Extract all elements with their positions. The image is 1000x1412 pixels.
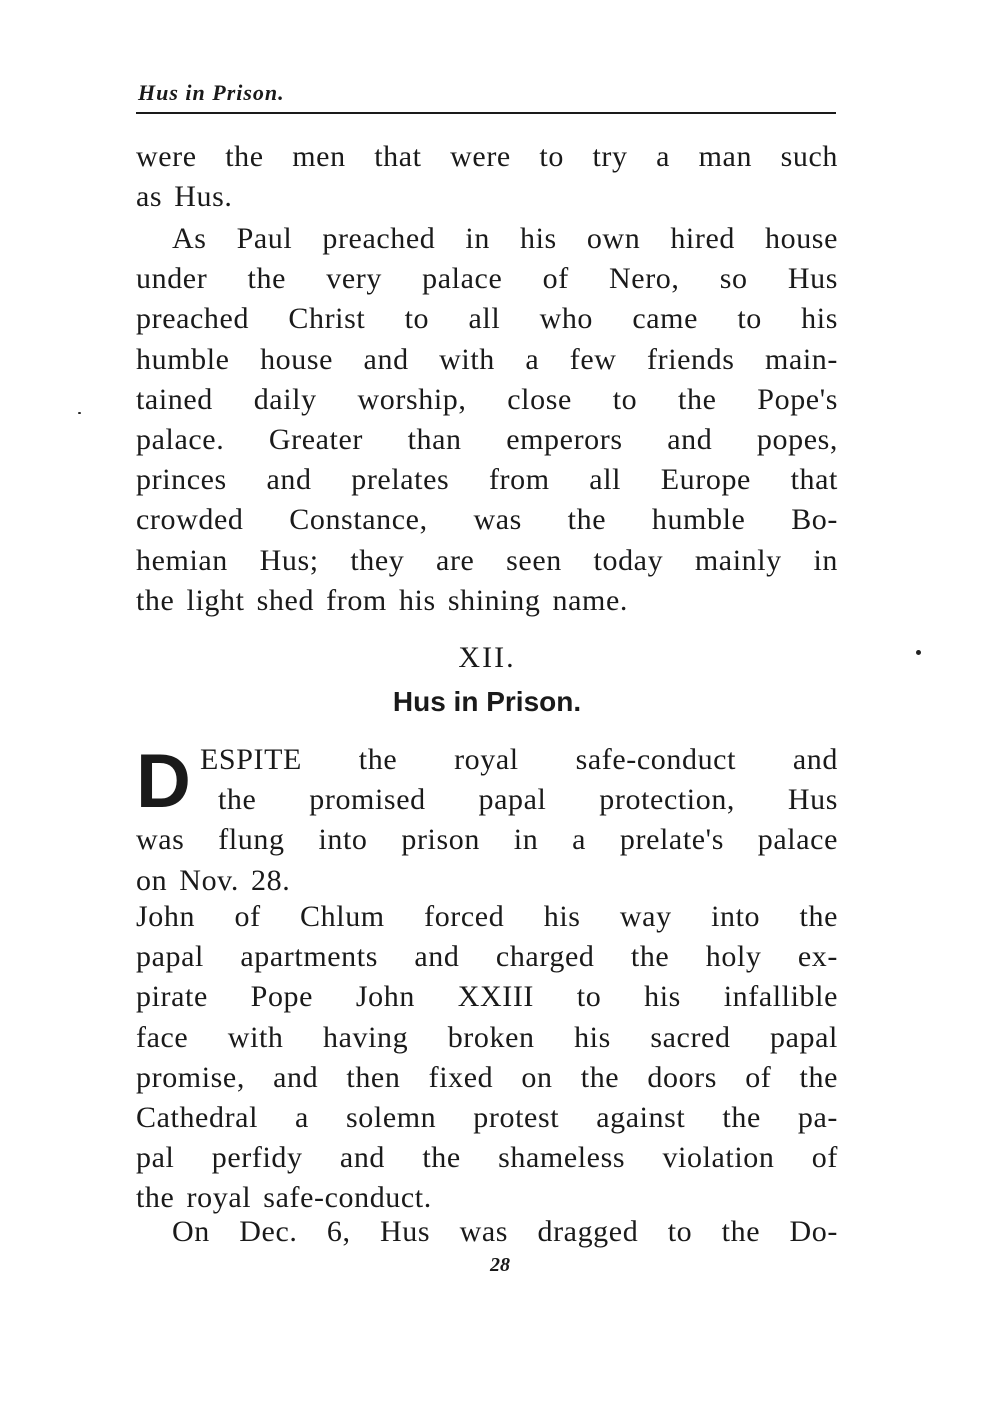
text-line: hemian Hus; they are seen today mainly in [136,543,838,577]
text-line: the promised papal protection, Hus [218,783,838,817]
text-line: the light shed from his shining name. [136,583,628,617]
text-line: pirate Pope John XXIII to his infallible [136,980,838,1014]
text-line: papal apartments and charged the holy ex- [136,940,838,974]
text-line: crowded Constance, was the humble Bo- [136,503,838,537]
running-head: Hus in Prison. [138,80,285,105]
paragraph-continuation [136,137,838,217]
text-line: as Hus. [136,180,233,214]
text-line: were the men that were to try a man such [136,140,838,173]
text-line: As Paul preached in his own hired house [172,222,838,255]
print-speck [78,412,81,414]
header-rule [136,112,836,114]
text-line: face with having broken his sacred papal [136,1020,838,1054]
paragraph-despite [136,740,838,901]
paragraph-dec6 [136,1212,838,1252]
print-speck [916,650,921,655]
chapter-title: Hus in Prison. [392,686,582,717]
text-line: preached Christ to all who came to his [136,302,838,336]
text-line: On Dec. 6, Hus was dragged to the Do- [172,1215,838,1248]
text-line: ESPITE the royal safe-conduct and [200,743,838,776]
text-line: was flung into prison in a prelate's palace [136,823,838,857]
paragraph-chlum [136,897,838,1219]
text-line: tained daily worship, close to the Pope's [136,382,838,416]
text-line: the royal safe-conduct. [136,1181,432,1215]
paragraph-paul [136,219,838,621]
text-line: under the very palace of Nero, so Hus [136,262,838,296]
text-line: John of Chlum forced his way into the [136,900,838,933]
text-line: princes and prelates from all Europe that [136,463,838,497]
text-line: palace. Greater than emperors and popes, [136,423,838,457]
text-line: on Nov. 28. [136,863,291,897]
text-line: Cathedral a solemn protest against the pa- [136,1101,838,1135]
drop-cap: D [136,739,192,824]
text-line: humble house and with a few friends main- [136,342,838,376]
chapter-number: XII. [458,641,516,674]
text-line: pal perfidy and the shameless violation of [136,1141,838,1175]
text-line: promise, and then fixed on the doors of the [136,1060,838,1094]
page-number: 28 [490,1254,510,1276]
